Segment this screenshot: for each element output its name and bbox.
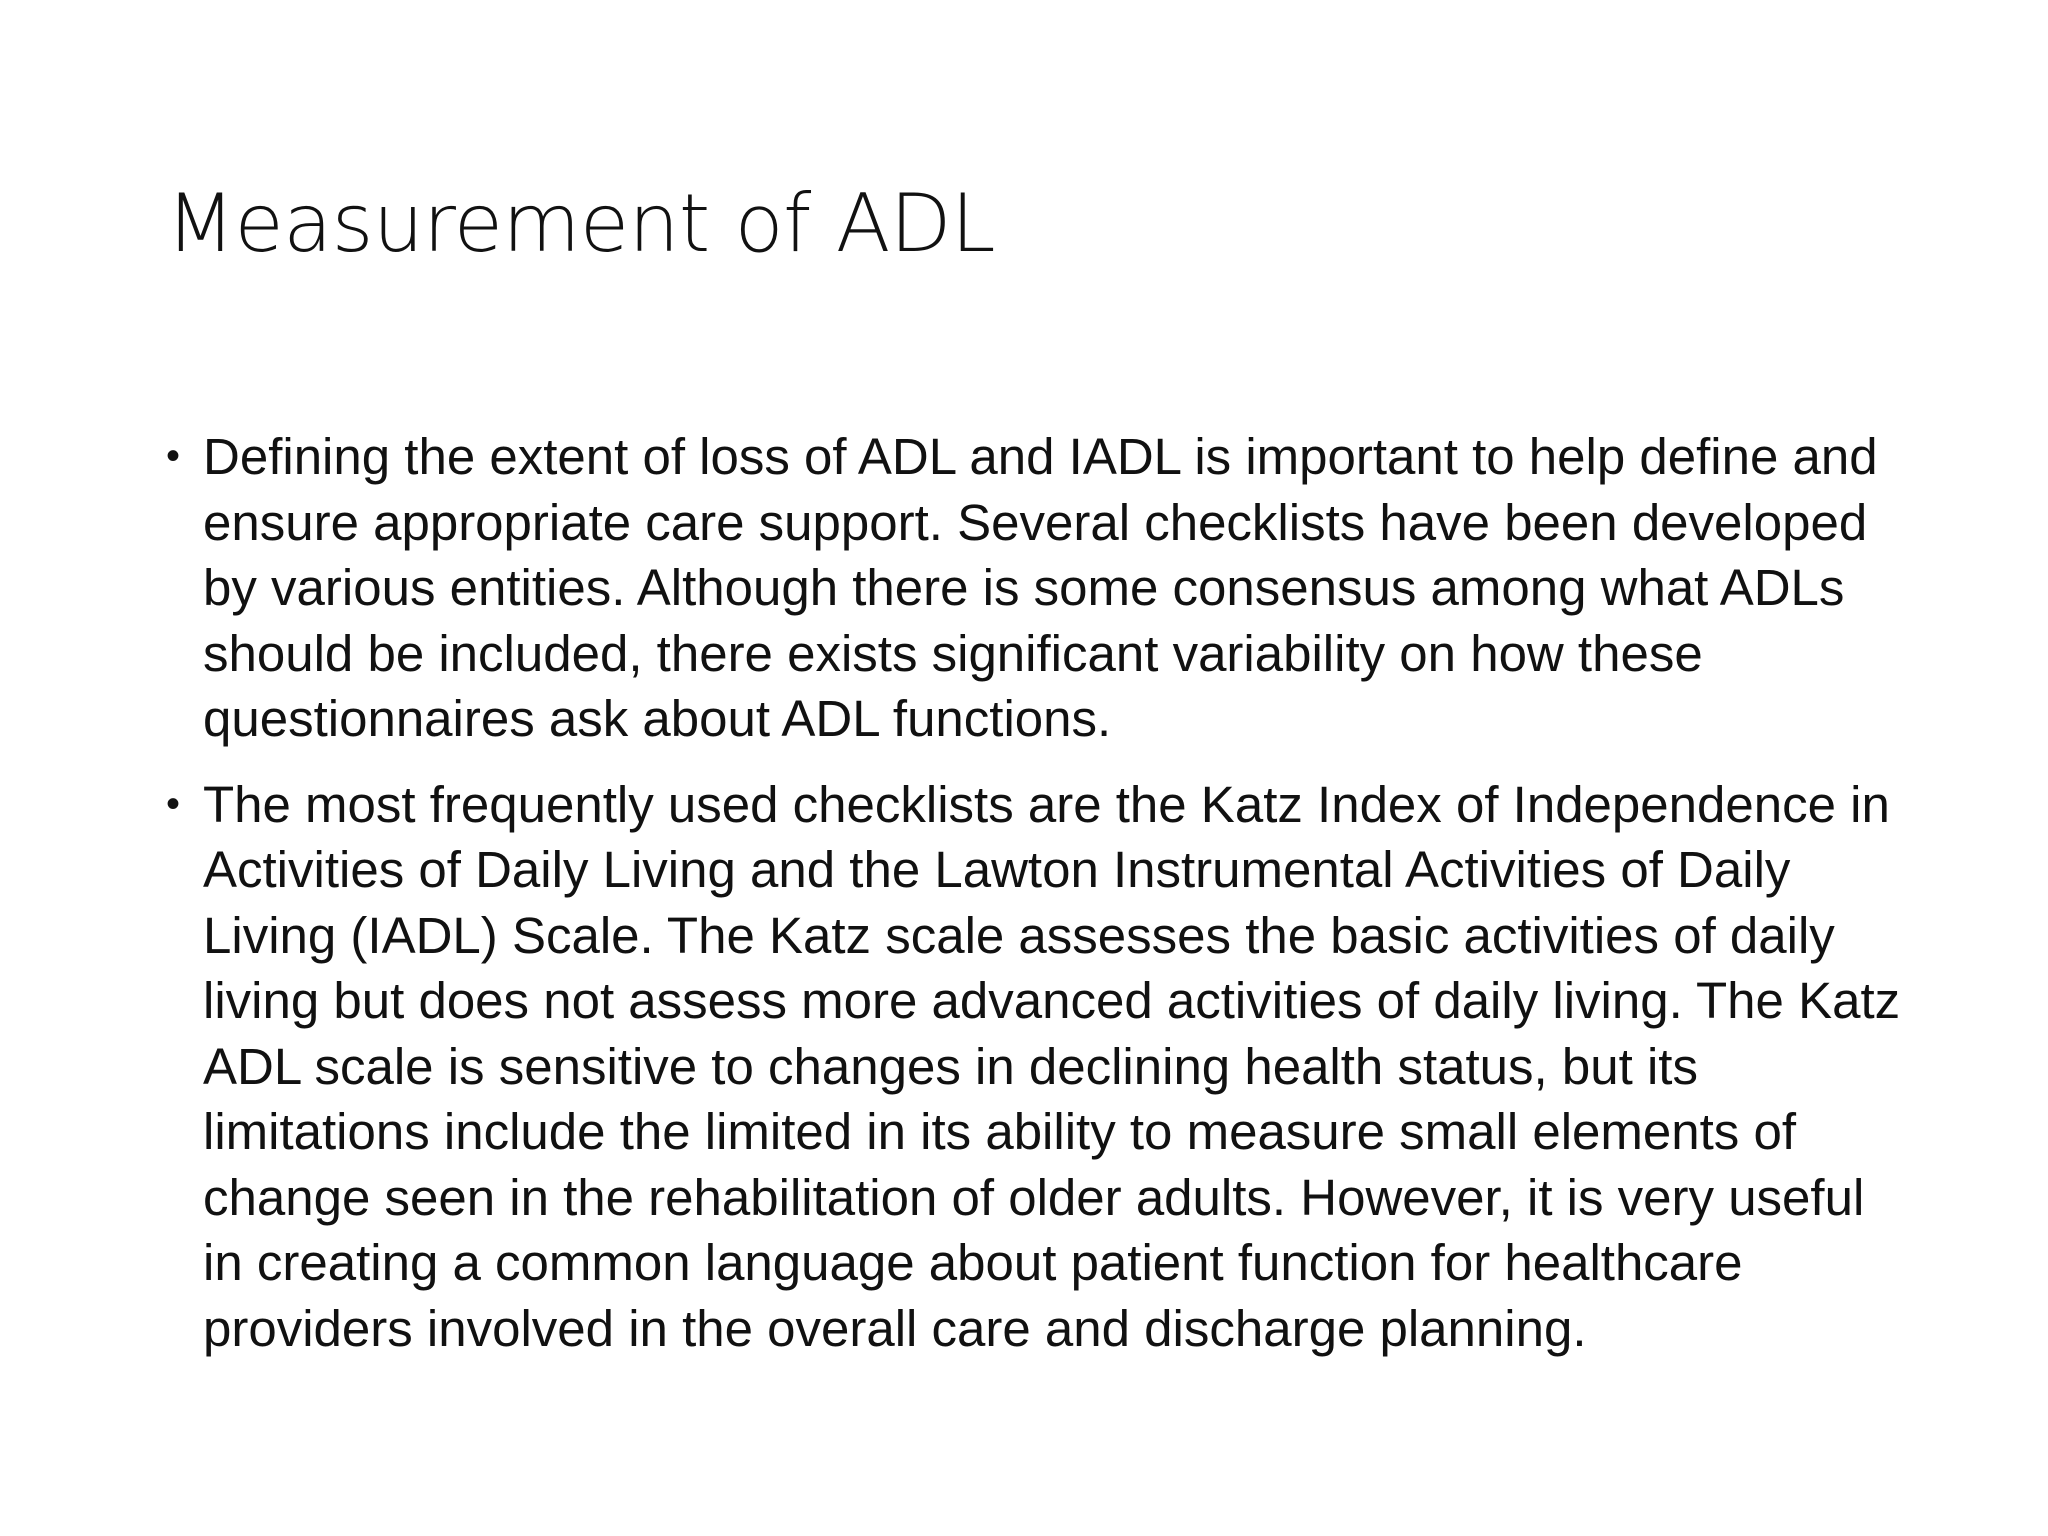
bullet-text: Defining the extent of loss of ADL and IADL is important to help define and ensure appropriate care support. Several checklists have been developed by various entities. Although there is some consensus among what ADLs should be included, there exists significant variability on how these questionnaires ask about ADL functions.: [203, 428, 1878, 747]
bullet-marker-icon: •: [166, 434, 181, 478]
bullet-text: The most frequently used checklists are the Katz Index of Independence in Activities of Daily Living and the Lawton Instrumental Activities of Daily Living (IADL) Scale. The Katz scale assesses the basic activities of daily living but does not assess more advanced activities of daily living. The Katz ADL scale is sensitive to changes in declining health status, but its limitations include the limited in its ability to measure small elements of change seen in the rehabilitation of older adults. However, it is very useful in creating a common language about patient function for healthcare providers involved in the overall care and discharge planning.: [203, 775, 1901, 1357]
slide-title: Measurement of ADL: [166, 177, 996, 270]
bullet-item-1: [166, 424, 1901, 752]
bullet-item-2: [166, 772, 1901, 1362]
bullet-list: [166, 424, 1901, 1381]
bullet-marker-icon: •: [166, 781, 181, 826]
